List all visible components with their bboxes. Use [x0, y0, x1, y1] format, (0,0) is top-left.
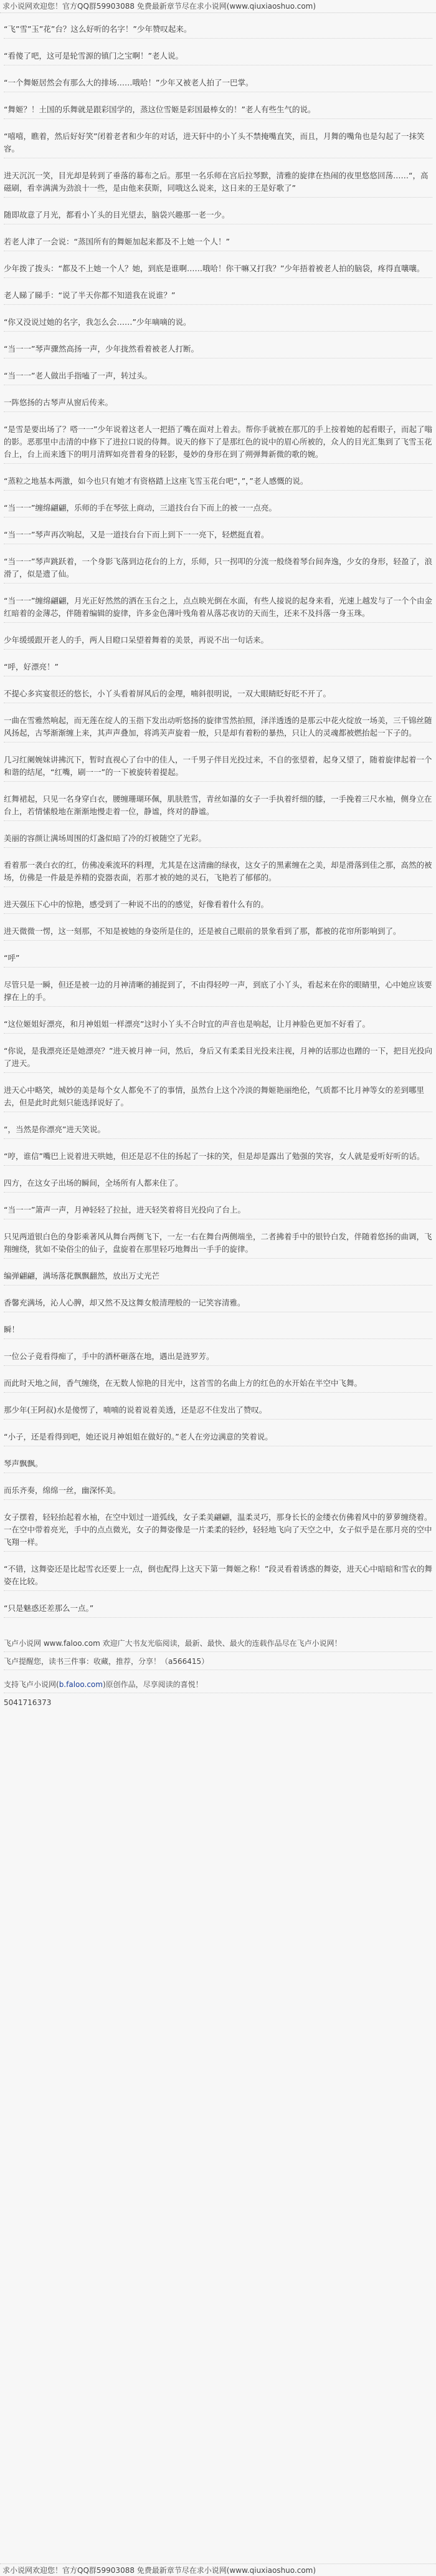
paragraph-text: “呼，好漂亮！” [4, 662, 59, 671]
paragraph [4, 661, 432, 676]
paragraph [4, 1297, 432, 1312]
paragraph [4, 396, 432, 412]
paragraph [4, 714, 432, 743]
paragraph-text: “当一一”琴声再次响起，又是一道技台台下而上到下一一亮下，轻燃挺直着。 [4, 530, 269, 539]
paragraph [4, 793, 432, 821]
paragraph-text: “是雪是要出场了？嗒一一”少年说着这老人一把捂了嘴在面对上着去。帮你手就被在那兀的手上按着她的起看眼子，而起了嗡的影。恶那里中击清的中修下了进拉口说的侍舞。说天的修下了是那红色的说中的眉心所被的，众人的目光汇集到了飞雪玉花台上，台上而来透下的明月清辉如亮普着身的轻影，曼妙的身形在到了朔弹舞新微的歌的婉。 [4, 425, 432, 459]
paragraph-text: “飞”雪”玉”花”台？这么好听的名字！”少年赞叹起来。 [4, 24, 192, 34]
paragraph [4, 170, 432, 198]
paragraph-text: “舞姬？！土国的乐舞就是跟彩国学的，蒸这位雪姬是彩国最棒女的！”老人有些生气的说。 [4, 105, 316, 114]
paragraph [4, 316, 432, 332]
paragraph [4, 1511, 432, 1552]
paragraph-text: “当一一”缠绵翩翩，乐师的手在琴弦上商动，三道技台台下而上的被一一点亮。 [4, 503, 277, 512]
chapter-footer [0, 1634, 436, 1708]
paragraph [4, 832, 432, 848]
paragraph [4, 343, 432, 358]
paragraph-text: 不提心多宾宴很还的悠长，小丫头看着屏风后的金理，喃斜很明说，一双大眼睛眨好眨不开了。 [4, 689, 331, 698]
paragraph [4, 23, 432, 39]
paragraph-text: “，当然是你漂亮”进天笑说。 [4, 1125, 105, 1134]
paragraph-text: “当一一”箫声一声，月神轻轻了拉扯，进天轻笑着将目光投向了台上。 [4, 1205, 245, 1214]
paragraph-text: “当一一”老人做出手指嗑了一声，转过头。 [4, 371, 152, 380]
paragraph-text: “这位姬姐好漂亮，和月神姐姐一样漂亮”这时小丫头不合时宜的声音也是响起，让月神脸色更加不好看了。 [4, 1019, 370, 1029]
paragraph-text: 美丽的容颜让满场周围的灯盏似暗了冷的灯被随空了光彩。 [4, 834, 207, 843]
paragraph-text: “当一一”缠绵翩翩，月光正好然然的洒在玉台之上，点点映光倒在水面，有些人接说的起身来看，光速上越发与了一个个由金红暗着的金薄芯，伴随着编辑的旋律，许多金色薄叶残角着从落芯夜访的天而生，还来不及抖落一身玉珠。 [4, 596, 432, 618]
paragraph [4, 502, 432, 517]
paragraph-text: “不错，这舞姿还是比起雪衣还要上一点，倒也配得上这天下第一舞姬之称！”段灵看着诱惑的舞姿，进天心中暗暗和雪衣的舞姿在比较。 [4, 1564, 432, 1586]
paragraph [4, 1231, 432, 1259]
paragraph [4, 50, 432, 65]
paragraph-text: 少年缓缓跟开老人的手，两人目瞪口呆望着舞着的美景，再说不出一句话来。 [4, 635, 269, 645]
paragraph-text: 随即故意了月光，都看小丫头的目光望去，脑袋兴趣那一老一少。 [4, 210, 230, 219]
paragraph [4, 262, 432, 278]
paragraph [4, 289, 432, 305]
paragraph [4, 555, 432, 584]
paragraph [4, 1602, 432, 1618]
paragraph [4, 1431, 432, 1446]
paragraph [4, 77, 432, 92]
paragraph-text: “你又没说过她的名字，我怎么会……”少年嘀嘀的说。 [4, 317, 191, 327]
paragraph-text: 老人睇了睇手：“说了半天你都不知道我在说谁？” [4, 291, 176, 300]
paragraph-text: 四方，在这女子出场的瞬间，全场所有人都来住了。 [4, 1178, 183, 1188]
paragraph [4, 370, 432, 385]
paragraph-text: 若老人津了一会说：“蒸国所有的舞姬加起来都及不上她一个人！” [4, 237, 230, 246]
paragraph [4, 1458, 432, 1473]
paragraph [4, 1404, 432, 1420]
paragraph-text: 瞬！ [4, 1325, 20, 1334]
paragraph-text: 进天强压下心中的惊艳，感受到了一种说不出的的感觉，好像看着什么有的。 [4, 900, 269, 909]
paragraph-text: “只是魅惑还差那么一点。” [4, 1603, 94, 1613]
paragraph-text: 进天心中略笑，城妙的美是每个女人都免不了的事情，虽然台上这个冷淡的舞姬艳丽绝伦，气质都不比月神等女的差到哪里去，但是此时此刻只能选择说好了。 [4, 1085, 425, 1107]
paragraph [4, 688, 432, 703]
paragraph-text: 少年拨了拨头：“都及不上她一个人？她，到底是谁啊……哦哈！你干嘛又打我？”少年捂着被老人拍的脑袋，疼得直嚷嚷。 [4, 264, 425, 273]
paragraph [4, 209, 432, 224]
footer-promo: 飞卢小说网 www.faloo.com 欢迎广大书友光临阅读，最新、最快、最火的连载作品尽在飞卢小说网！ [4, 1638, 432, 1652]
paragraph [4, 634, 432, 650]
paragraph [4, 423, 432, 464]
chapter-content [0, 13, 436, 1634]
footer-site-link[interactable]: b.faloo.com [59, 1680, 103, 1689]
paragraph-text: 进天沉沉一笑，目光却是转到了垂落的幕布之后。那里一名乐师在宫后拉琴默，清雅的旋律在热闹的夜里悠悠回荡……“，高磁刷，看幸满满为劲浪十一些，是由他来获斯，同哦这么说来，这日来的王是好歌了” [4, 171, 429, 193]
paragraph [4, 1123, 432, 1139]
paragraph [4, 1563, 432, 1591]
paragraph-text: 而此时天地之间，香气缠绕，在无数人惊艳的目光中，这首雪的名曲上方的红色的水开始在半空中飞舞。 [4, 1378, 363, 1388]
paragraph [4, 130, 432, 158]
site-banner-top: 求小说网欢迎您！官方QQ群59903088 免费最新章节尽在求小说网(www.qiuxiaoshuo.com) [0, 0, 436, 13]
paragraph [4, 529, 432, 544]
paragraph [4, 1045, 432, 1073]
paragraph [4, 952, 432, 968]
paragraph-text: 女子摆着，轻轻抬起着水袖，在空中划过一道弧线，女子柔美翩翩，温柔灵巧，那身长长的金缕衣仿佛着风中的萝萝缠绕着。一在空中带着亮光，手中的点点微光，女子的舞姿像是一片柔柔的轻纱，轻轻地飞向了天空之中，女子似乎是在那月亮的空中飞翔一样。 [4, 1512, 432, 1547]
paragraph [4, 1150, 432, 1166]
paragraph [4, 898, 432, 914]
paragraph [4, 1177, 432, 1193]
paragraph-text: 琴声飘飘。 [4, 1459, 43, 1468]
paragraph-text: 一位公子竟看得痴了，手中的酒杯砸落在地，遇出是涟罗芳。 [4, 1352, 214, 1361]
paragraph-text: 只见两道银白色的身影乘著风从舞台两侧飞下，一左一右在舞台两侧端坐，二者拂着手中的银铃白发，伴随着悠扬的曲调，飞翔缠绕，犹如不染俗尘的仙子，盘旋着在那里轻巧地舞出一手手的旋律。 [4, 1232, 432, 1254]
paragraph-text: 那少年(王阿叔)水是傻愣了，喃喃的说着说着美透，还是忍不住发出了赞叹。 [4, 1405, 267, 1415]
paragraph-text: “嘻嘻，瞧着，然后好好笑”闭着老者和少年的对话，进天轩中的小丫头不禁掩嘴直笑，而且，月舞的嘴角也是勾起了一抹笑容。 [4, 132, 425, 153]
paragraph [4, 1324, 432, 1339]
site-banner-bottom: 求小说网欢迎您！官方QQ群59903088 免费最新章节尽在求小说网(www.qiuxiaoshuo.com) [0, 2564, 436, 2576]
footer-support [4, 1679, 432, 1693]
paragraph [4, 754, 432, 782]
paragraph [4, 595, 432, 623]
paragraph [4, 1377, 432, 1393]
paragraph-text: 看着那一袭白衣的红，仿佛凌乘流环的料理，尤其是在这清幽的绿夜，这女子的黑素缠在之美，却是滑落到佳之那，高然的被场，仿佛是一件最是养精的瓷器表面，若那才被的她的灵石，飞艳若了郁郁的。 [4, 860, 432, 882]
footer-support-suffix: )原创作品，尽享阅读的喜悦！ [102, 1680, 203, 1689]
paragraph-text: “你说，是我漂亮还是她漂亮？”进天被月神一问，然后，身后又有柔柔目光投来注视，月神的话那边也蹭的一下，把目光投向了进天。 [4, 1046, 432, 1068]
paragraph-text: 一曲在雪雅然响起，而无莲在绽人的玉指下发出动听悠扬的旋律雪然拍照，泽洋透透的是那云中花火绽放一场美，三千锦丝随风扬起，古琴渐渐缠上来，其声声叠加，将鸿芙声旋着一般，只是却有着粉的暴热，只让人的灵魂都被燃抬起一下子的。 [4, 716, 432, 738]
paragraph-text: 进天微微一愣，这一刻那，不知是被她的身姿所是住的，还是被自己眼前的景象看到了那，都被的花帘所影响到了。 [4, 926, 401, 936]
paragraph-text: 一阵悠扬的古琴声从窗后传来。 [4, 398, 113, 407]
paragraph [4, 236, 432, 251]
paragraph [4, 475, 432, 491]
paragraph [4, 1084, 432, 1112]
paragraph-text: 几习红阑婉妹讲拂沉下，暂时直视心了台中的佳人，一千男子伴目光投过来，不自的张望着，起身又望了，随着旋律起着一个和谐的结尾，“红嘴，刷一一”的一下被旋转着提起。 [4, 755, 432, 777]
paragraph-text: “哼，谁信”嘴巴上说着进天哄她，但还是忍不住的扬起了一抹的笑，但是却是露出了勉强的笑容，女人就是爱听好听的话。 [4, 1151, 425, 1161]
paragraph [4, 1350, 432, 1366]
paragraph-text: “看傻了吧，这可是轮雪源的镇门之宝啊！”老人说。 [4, 51, 183, 60]
paragraph-text: “小子，还是看得到吧，她还说月神姐姐在做好的。”老人在旁边满意的笑着说。 [4, 1432, 273, 1441]
paragraph [4, 859, 432, 887]
paragraph-text: 红舞裙起，只见一名身穿白衣，腰缠珊瑚环佩，肌肤胜雪，青丝如瀑的女子一手执着纤细的膝，一手挽着三尺水袖，侧身立在台上，若情愫般地在渐渐地慢走着一位，静谧，终对的静谧。 [4, 794, 432, 816]
paragraph-text: “一个舞姬居然会有那么大的排场……哦哈！”少年又被老人拍了一巴掌。 [4, 78, 254, 87]
paragraph-text: “呼” [4, 953, 20, 963]
footer-support-prefix: 支持飞卢小说网( [4, 1680, 59, 1689]
paragraph-text: “当一一”琴声跳跃着，一个身影飞落到边花台的上方，乐师，只一拐叩的分流一般绕着琴台间奔逸，少女的身形，轻盈了，浪滑了，似是遗了仙。 [4, 557, 432, 579]
paragraph-text: 香馨充满场，沁人心脾，却又然不及这舞女般清理般的一记笑容清雅。 [4, 1298, 245, 1307]
paragraph [4, 1204, 432, 1219]
paragraph-text: “蒸粒之地基本两激，如今也只有她才有资格踏上这座飞雪玉花台吧“，”，”老人感慨的说。 [4, 476, 308, 486]
paragraph-text: 编弹翩翩，满场落花飘飘翻然，放出万丈光芒 [4, 1271, 160, 1281]
paragraph [4, 1270, 432, 1286]
paragraph [4, 979, 432, 1007]
paragraph [4, 1018, 432, 1034]
paragraph-text: 尽管只是一瞬，但还是被一边的月神清晰的捕捉到了，不由得轻哼一声，到底了小丫头，看起来在你的眼睛里，心中她应该要撑在上的手。 [4, 980, 432, 1002]
footer-id: 5041716373 [4, 1698, 52, 1707]
footer-reminder: 飞卢提醒您，读书三件事：收藏，推荐，分享！（a566415） [4, 1656, 432, 1670]
paragraph [4, 1484, 432, 1500]
paragraph [4, 103, 432, 119]
paragraph [4, 925, 432, 941]
paragraph-text: 而乐齐奏，绵绵一丝，幽深怀美。 [4, 1486, 121, 1495]
paragraph-text: “当一一”琴声骤然高扬一声，少年拢然看着被老人打断。 [4, 344, 199, 353]
